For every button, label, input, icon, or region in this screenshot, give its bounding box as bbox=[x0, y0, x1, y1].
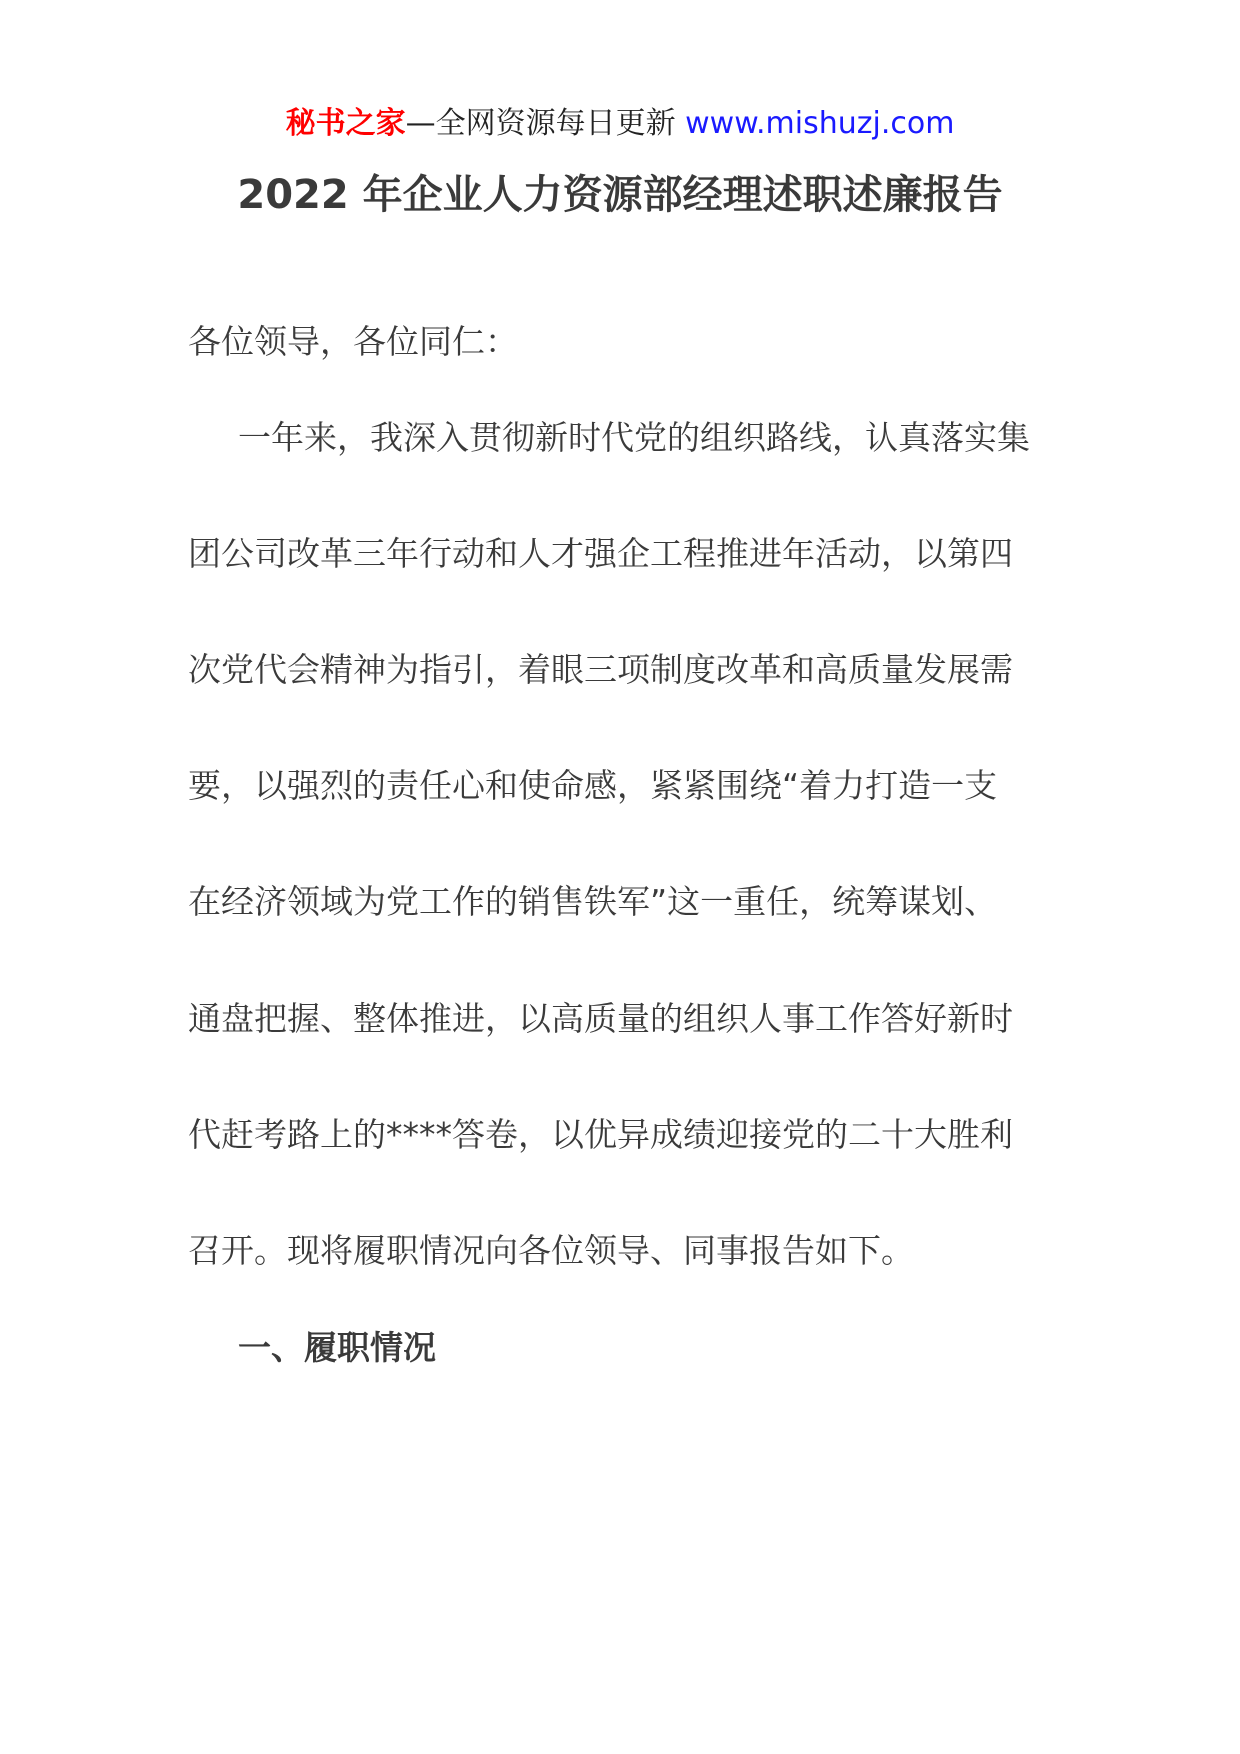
paragraph-line: 次党代会精神为指引，着眼三项制度改革和高质量发展需 bbox=[188, 650, 1013, 689]
document-title: 2022 年企业人力资源部经理述职述廉报告 bbox=[237, 172, 1003, 218]
site-url-link[interactable]: www.mishuzj.com bbox=[685, 106, 955, 141]
site-tagline: —全网资源每日更新 bbox=[405, 106, 676, 141]
paragraph-line: 在经济领域为党工作的销售铁军”这一重任，统筹谋划、 bbox=[188, 882, 998, 921]
paragraph-line: 代赶考路上的****答卷，以优异成绩迎接党的二十大胜利 bbox=[188, 1115, 1013, 1154]
paragraph-line: 要，以强烈的责任心和使命感，紧紧围绕“着力打造一支 bbox=[188, 766, 998, 805]
paragraph-line: 团公司改革三年行动和人才强企工程推进年活动，以第四 bbox=[188, 534, 1013, 573]
paragraph-line: 召开。现将履职情况向各位领导、同事报告如下。 bbox=[188, 1231, 914, 1270]
section-heading: 一、履职情况 bbox=[238, 1328, 436, 1367]
paragraph-line: 通盘把握、整体推进，以高质量的组织人事工作答好新时 bbox=[188, 999, 1013, 1038]
paragraph-line: 一年来，我深入贯彻新时代党的组织路线，认真落实集 bbox=[238, 418, 1030, 457]
salutation: 各位领导，各位同仁： bbox=[188, 322, 518, 361]
site-header bbox=[0, 102, 1240, 146]
site-brand: 秘书之家 bbox=[285, 106, 406, 141]
